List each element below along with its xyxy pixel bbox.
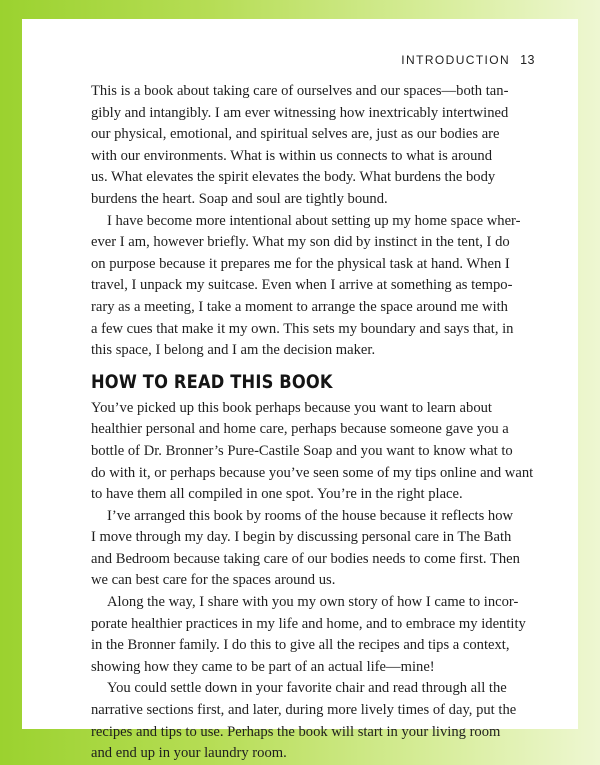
text-line: and Bedroom because taking care of our bodies needs to come first. Then: [91, 550, 520, 567]
paragraph: [91, 678, 517, 764]
text-line: showing how they came to be part of an actual life—mine!: [91, 658, 435, 675]
text-line: You could settle down in your favorite chair and read through all the: [107, 680, 507, 697]
text-line: rary as a meeting, I take a moment to arrange the space around me with: [91, 298, 508, 315]
paragraph: [91, 592, 526, 678]
text-line: narrative sections first, and later, during more lively times of day, put the: [91, 702, 517, 719]
text-line: to have them all compiled in one spot. You’re in the right place.: [91, 486, 463, 503]
text-line: our physical, emotional, and spiritual selves are, just as our bodies are: [91, 126, 500, 143]
text-line: ever I am, however briefly. What my son did by instinct in the tent, I do: [91, 234, 510, 251]
text-line: I move through my day. I begin by discussing personal care in The Bath: [91, 529, 512, 546]
text-line: porate healthier practices in my life and home, and to embrace my identity: [91, 615, 526, 632]
section-heading: HOW TO READ THIS BOOK: [91, 371, 333, 393]
text-line: burdens the heart. Soap and soul are tightly bound.: [91, 190, 388, 207]
text-line: You’ve picked up this book perhaps because you want to learn about: [91, 399, 492, 416]
text-line: and end up in your laundry room.: [91, 745, 287, 762]
running-head: [401, 53, 535, 67]
text-line: bottle of Dr. Bronner’s Pure-Castile Soap and you want to know what to: [91, 442, 513, 459]
text-line: I’ve arranged this book by rooms of the house because it reflects how: [107, 507, 514, 524]
text-line: us. What elevates the spirit elevates the body. What burdens the body: [91, 169, 496, 186]
intro-paragraphs: [91, 81, 521, 362]
text-line: we can best care for the spaces around us.: [91, 572, 336, 589]
text-line: on purpose because it prepares me for the physical task at hand. When I: [91, 255, 510, 272]
body-text: [91, 81, 534, 765]
text-line: a few cues that make it my own. This sets my boundary and says that, in: [91, 320, 514, 337]
text-line: with our environments. What is within us connects to what is around: [91, 147, 493, 164]
text-line: in the Bronner family. I do this to give all the recipes and tips a context,: [91, 637, 510, 654]
text-line: recipes and tips to use. Perhaps the book will start in your living room: [91, 723, 501, 740]
paragraph: [91, 211, 521, 362]
text-line: travel, I unpack my suitcase. Even when I arrive at something as tempo-: [91, 277, 513, 294]
section-title: INTRODUCTION: [401, 53, 511, 67]
text-line: healthier personal and home care, perhaps because someone gave you a: [91, 421, 509, 438]
paragraph: [91, 506, 520, 592]
text-line: gibly and intangibly. I am ever witnessing how inextricably intertwined: [91, 104, 509, 121]
reading-guide-paragraphs: [91, 398, 534, 765]
text-line: This is a book about taking care of ourselves and our spaces—both tan-: [91, 83, 509, 99]
text-line: I have become more intentional about setting up my home space wher-: [107, 212, 521, 229]
text-line: this space, I belong and I am the decision maker.: [91, 342, 376, 359]
text-line: do with it, or perhaps because you’ve seen some of my tips online and want: [91, 464, 534, 481]
paragraph: [91, 81, 509, 211]
page-number: 13: [520, 53, 535, 67]
paragraph: [91, 398, 534, 506]
text-line: Along the way, I share with you my own story of how I came to incor-: [107, 594, 519, 611]
